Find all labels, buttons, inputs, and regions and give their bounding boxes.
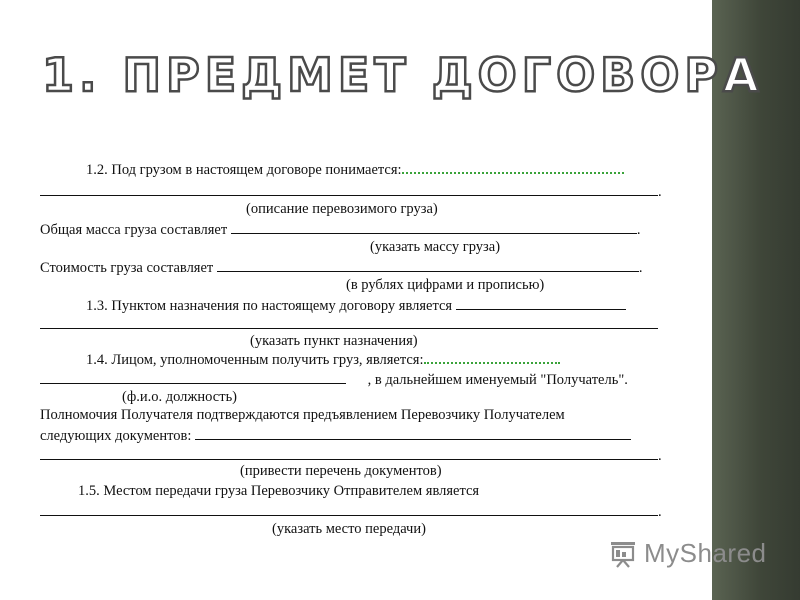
recipient-tail: , в дальнейшем именуемый "Получатель".: [367, 372, 628, 388]
logo-text: MyShared: [644, 538, 767, 568]
powers-line-1: Полномочия Получателя подтверждаются предъявлением Перевозчику Получателем: [40, 407, 565, 423]
place-blank: [40, 502, 658, 516]
clause-1-2-text: 1.2. Под грузом в настоящем договоре понимается:: [86, 162, 402, 178]
slide-title: 1. ПРЕДМЕТ ДОГОВОРА: [42, 48, 764, 102]
documents-blank-2: [40, 446, 658, 460]
documents-blank-1: [195, 426, 631, 440]
caption-destination: (указать пункт назначения): [250, 333, 418, 349]
cargo-cost-label: Стоимость груза составляет: [40, 260, 214, 276]
documents-label: следующих документов:: [40, 428, 192, 444]
period: .: [638, 260, 643, 276]
cargo-description-blank: [40, 182, 658, 196]
period: .: [658, 184, 662, 200]
recipient-blank: [40, 370, 346, 384]
powers-line-2: [40, 426, 631, 444]
cargo-mass-label: Общая масса груза составляет: [40, 222, 228, 238]
place-line: [40, 502, 662, 520]
recipient-line: [40, 370, 628, 388]
cargo-cost-line: [40, 258, 643, 276]
presentation-board-icon: [608, 539, 638, 569]
myshared-logo: [608, 538, 767, 569]
clause-1-4-line: [86, 350, 560, 368]
destination-blank-1: [456, 296, 626, 310]
spellcheck-underline: [402, 160, 624, 174]
clause-1-4-text: 1.4. Лицом, уполномоченным получить груз, является:: [86, 352, 424, 368]
spellcheck-underline: [424, 350, 560, 364]
cargo-description-line: [40, 182, 662, 200]
caption-mass: (указать массу груза): [370, 239, 501, 255]
cargo-mass-line: [40, 220, 640, 238]
caption-cargo: (описание перевозимого груза): [246, 201, 438, 217]
cargo-mass-blank: [231, 220, 637, 234]
destination-blank-2: [40, 328, 658, 329]
clause-1-3-text: 1.3. Пунктом назначения по настоящему договору является: [86, 298, 453, 314]
caption-fio: (ф.и.о. должность): [122, 389, 238, 405]
period: .: [636, 222, 641, 238]
caption-place: (указать место передачи): [272, 521, 426, 537]
period: .: [658, 504, 662, 520]
clause-1-2-line: [86, 160, 624, 178]
caption-cost: (в рублях цифрами и прописью): [346, 277, 545, 293]
caption-documents: (привести перечень документов): [240, 463, 442, 479]
period: .: [658, 448, 662, 464]
clause-1-3-line: [86, 296, 626, 314]
cargo-cost-blank: [217, 258, 639, 272]
clause-1-5-line: 1.5. Местом передачи груза Перевозчику Отправителем является: [78, 483, 480, 499]
